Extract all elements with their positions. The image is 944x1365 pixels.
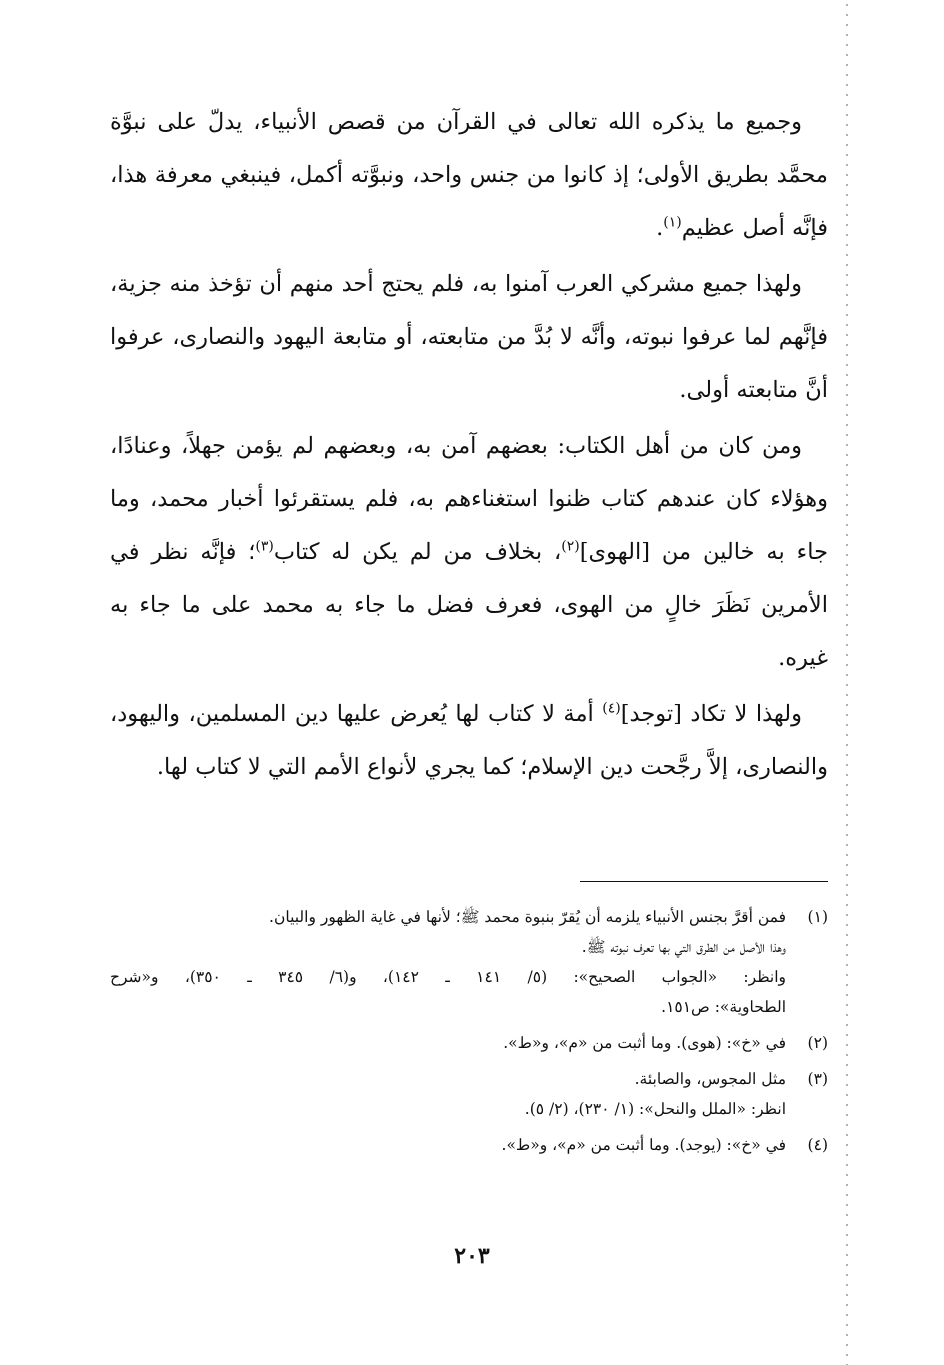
binding-margin-dots (845, 0, 849, 1365)
footnote-number: (٢) (807, 1034, 828, 1052)
paragraph-4 (110, 688, 828, 794)
page-number: ٢٠٣ (454, 1243, 490, 1269)
main-text (110, 96, 828, 794)
footnote-number: (١) (807, 908, 828, 926)
footnote-4 (110, 1130, 828, 1160)
paragraph-2 (110, 258, 828, 417)
paragraph-4-text: ولهذا لا تكاد [توجد] (620, 701, 802, 727)
footnote-ref-1: (١) (663, 214, 682, 231)
footnote-line: في «خ»: (يوجد). وما أثبت من «م»، و«ط». (501, 1136, 786, 1154)
footnote-line: انظر: «الملل والنحل»: (١/ ٢٣٠)، (٢/ ٥). (524, 1100, 786, 1118)
paragraph-2-text: ولهذا جميع مشركي العرب آمنوا به، فلم يحتج أحد منهم أن تؤخذ منه جزية، فإنَّهم لما عرفوا نبوته، وأنَّه لا بُدَّ من متابعته، أو متابعة اليهود والنصارى، عرفوا أنَّ متابعته أولى. (110, 271, 828, 403)
paragraph-1-text: وجميع ما يذكره الله تعالى في القرآن من قصص الأنبياء، يدلّ على نبوَّة محمَّد بطريق الأولى؛ إذ كانوا من جنس واحد، ونبوَّته أكمل، فينبغي معرفة هذا، فإنَّه أصل عظيم (110, 109, 828, 241)
footnote-number: (٤) (807, 1136, 828, 1154)
footnote-ref-4: (٤) (602, 700, 621, 717)
footnotes (110, 902, 828, 1160)
paragraph-3 (110, 420, 828, 685)
paragraph-3-middle: ، بخلاف من لم يكن له كتاب (273, 539, 562, 565)
paragraph-1 (110, 96, 828, 255)
paragraph-3-text: ومن كان من أهل الكتاب: بعضهم آمن به، وبعضهم لم يؤمن جهلاً، وعنادًا، وهؤلاء كان عندهم كتاب ظنوا استغناءهم به، فلم يستقرئوا أخبار محمد، وما جاء به خالين من [الهوى] (110, 433, 828, 565)
footnote-separator (580, 881, 828, 882)
paragraph-4-end: أمة لا كتاب لها يُعرض عليها دين المسلمين، واليهود، والنصارى، إلاَّ رجَّحت دين الإسلام؛ كما يجري لأنواع الأمم التي لا كتاب لها. (110, 701, 828, 780)
paragraph-3-end: ؛ فإنَّه نظر في الأمرين نَظَرَ خالٍ من الهوى، فعرف فضل ما جاء به محمد على ما جاء به غيره. (110, 539, 828, 671)
footnote-line: مثل المجوس، والصابئة. (634, 1070, 786, 1088)
footnote-ref-3: (٣) (255, 538, 274, 555)
footnote-3 (110, 1064, 828, 1124)
footnote-1 (110, 902, 828, 1022)
footnote-number: (٣) (807, 1070, 828, 1088)
paragraph-1-end: . (656, 215, 664, 241)
footnote-line: وهذا الأصل من الطرق التي بها تعرف نبوته ﷺ. (581, 938, 786, 956)
footnote-line: فمن أقرَّ بجنس الأنبياء يلزمه أن يُقرّ بنبوة محمد ﷺ؛ لأنها في غاية الظهور والبيان. (269, 908, 786, 926)
footnote-ref-2: (٢) (561, 538, 580, 555)
footnote-line: الطحاوية»: ص١٥١. (661, 998, 786, 1016)
footnote-2 (110, 1028, 828, 1058)
footnote-line: في «خ»: (هوى). وما أثبت من «م»، و«ط». (503, 1034, 786, 1052)
footnote-line: وانظر: «الجواب الصحيح»: (٥/ ١٤١ ـ ١٤٢)، و(٦/ ٣٤٥ ـ ٣٥٠)، و«شرح (110, 968, 787, 986)
